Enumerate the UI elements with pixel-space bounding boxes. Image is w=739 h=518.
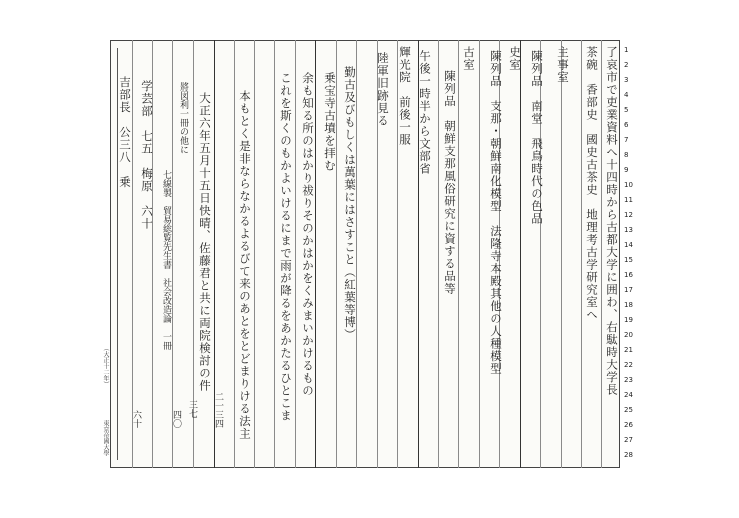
row-number: 16 [624,271,633,279]
row-number: 18 [624,301,633,309]
row-number: 1 [624,46,629,54]
row-number: 2 [624,61,629,69]
row-number: 3 [624,76,629,84]
row-number: 5 [624,106,629,114]
ruled-line [234,40,235,468]
ruled-line [601,40,602,468]
ruled-line [458,40,459,468]
manuscript-line: 学芸部 七五 梅原 六十 [140,80,154,230]
manuscript-line: これを斯くのもかよいけるにまで雨が降るをあかたるひとこま [279,72,293,422]
manuscript-line: 午後一時半から文部省 [418,50,432,175]
row-number: 24 [624,391,633,399]
row-number: 20 [624,331,633,339]
row-number: 26 [624,421,633,429]
row-number: 4 [624,91,629,99]
row-number: 17 [624,286,633,294]
row-number: 8 [624,151,629,159]
manuscript-line: 吉部長 公三八 乗 [118,76,132,189]
ruled-line [254,40,255,468]
row-number: 27 [624,436,633,444]
manuscript-line: 乗宝寺古墳を拝む [323,72,337,172]
ruled-line [479,40,480,468]
row-number: 7 [624,136,629,144]
sheet-edge-stamp: 東京帝國大學 [102,420,109,456]
manuscript-line: 勤古及びもしくは萬葉にはさすこと（紅葉等博） [343,66,357,341]
row-number: 6 [624,121,629,129]
row-number: 9 [624,166,629,174]
row-number: 12 [624,211,633,219]
manuscript-line: 大正六年五月十五日快晴、佐藤君と共に両院検討の件 [198,92,212,392]
ruled-line [315,40,316,468]
sheet-edge-stamp: （大正十二年） [102,345,109,387]
manuscript-line: 陳列品 支那・朝鮮南化模型 法隆寺本殿其他の人種模型 [489,50,503,375]
manuscript-line: 史室 [508,46,522,71]
manuscript-line: 陳列品 朝鮮支那風俗研究に資する品等 [443,70,457,295]
row-number: 21 [624,346,633,354]
margin-figure: 二一三四 [213,392,223,428]
manuscript-line: 輝光院 前後一服 [398,46,412,146]
ruled-line [520,40,521,468]
ruled-line [438,40,439,468]
ruled-line [132,40,133,468]
ruled-line [295,40,296,468]
ruled-line [561,40,562,468]
manuscript-line: 七線製 貿易総覧先生書 社会改造論 一冊 [161,170,171,350]
ruled-line [172,40,173,468]
manuscript-line: 陸軍旧跡見る [376,52,390,127]
row-number: 25 [624,406,633,414]
manuscript-line: 茶碗 香部史 國史古茶史 地理考古学研究室へ [585,46,599,321]
margin-figure: 六十 [131,410,141,428]
row-number: 22 [624,361,633,369]
ruled-line [274,40,275,468]
row-number: 10 [624,181,633,189]
row-number: 14 [624,241,633,249]
manuscript-line: 將図利一冊の他に [178,82,188,154]
manuscript-line: 了哀市で吏業資料へ十四時から古都大学に囲わ、右駄時大学長 [605,46,619,396]
margin-figure: 三七 [187,400,197,418]
manuscript-line: 本もとく是非ならなかるよるびて来のあとをとどまりける法主 [238,90,252,440]
row-number: 11 [624,196,633,204]
manuscript-line: 陳列品 南堂 飛鳥時代の色品 [530,50,544,225]
row-number: 13 [624,226,633,234]
manuscript-line: 余も知る所のはかり祓りそのかはかをくみまいかけるもの [301,72,315,397]
row-number-column [620,40,640,468]
row-number: 19 [624,316,633,324]
ruled-line [581,40,582,468]
row-number: 28 [624,451,633,459]
manuscript-line: 古室 [462,46,476,71]
row-number: 23 [624,376,633,384]
manuscript-line: 主事室 [556,46,570,84]
margin-figure: 四〇 [171,410,181,428]
row-number: 15 [624,256,633,264]
